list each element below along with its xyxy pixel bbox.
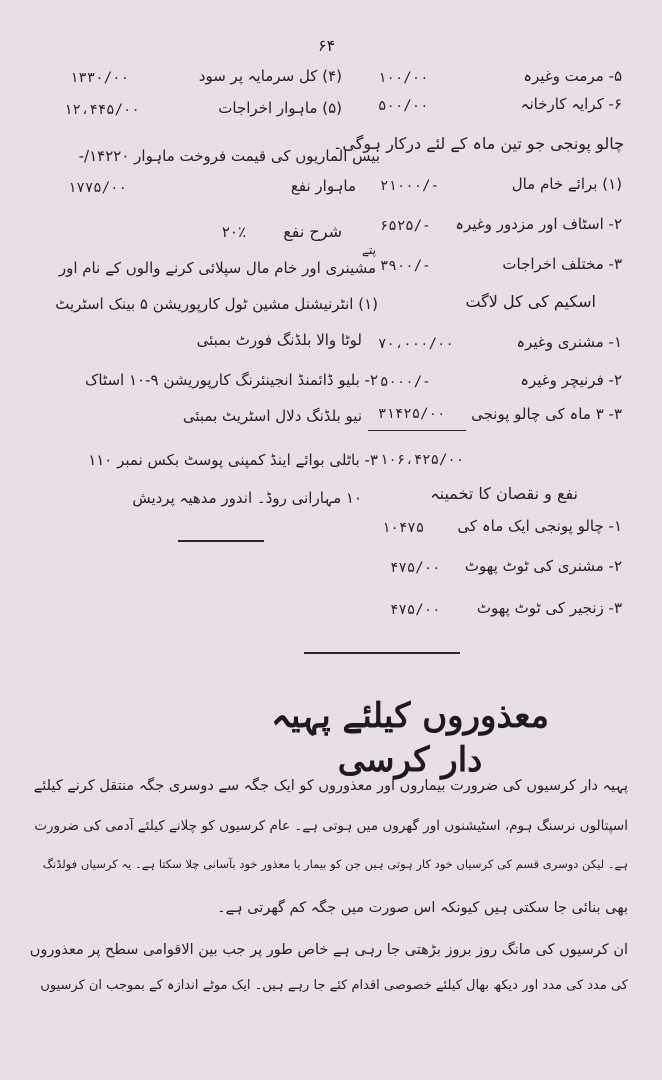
profit-loss-heading: نفع و نقصان کا تخمینہ [430, 484, 578, 503]
article-line: اسپتالوں نرسنگ ہوم، اسٹیشنوں اور گھروں میں ہوتی ہے۔ عام کرسیوں کو چلانے کیلئے آدمی کی ضرورت [34, 818, 628, 834]
right-item-value: ۴۷۵/۰۰ [390, 560, 441, 576]
right-item-value: ۱۰۴۷۵ [382, 520, 425, 536]
monthly-sales-line: بیس الماریوں کی قیمت فروخت ماہوار ۱۴۲۲۰/- [78, 147, 380, 165]
left-item-label: (۴) کل سرمایہ پر سود [198, 67, 342, 85]
working-capital-heading: چالو پونجی جو تین ماہ کے لئے درکار ہوگی۔ [333, 134, 624, 153]
left-item-value: ۱۲،۴۴۵/۰۰ [64, 102, 140, 118]
monthly-profit-label: ماہوار نفع [290, 177, 356, 195]
right-item-label: ۶- کرایہ کارخانہ [520, 95, 622, 113]
right-item-label: ۲- مشنری کی ٹوٹ پھوٹ [464, 557, 622, 575]
supplier-line: (۱) انٹرنیشنل مشین ٹول کارپوریشن ۵ بینک اسٹریٹ [55, 295, 378, 313]
supplier-line: ۱۰ مہارانی روڈ۔ اندور مدھیہ پردیش [132, 489, 362, 507]
right-item-value: ۳۱۴۲۵/۰۰ [378, 406, 446, 422]
right-item-label: ۱- مشنری وغیرہ [516, 333, 622, 351]
right-item-value: ۳۹۰۰/- [380, 258, 431, 274]
article-line: کی مدد کی مدد اور دیکھ بھال کیلئے خصوصی اقدام کئے جا رہے ہیں۔ ایک موٹے اندازہ کے بموجب ان کرسیوں [40, 978, 628, 993]
monthly-profit-value: ۱۷۷۵/۰۰ [68, 180, 128, 196]
total-cost-heading: اسکیم کی کل لاگت [465, 292, 596, 311]
suppliers-heading: مشینری اور خام مال سپلائی کرنے والوں کے نام اور [58, 259, 376, 277]
article-line: ہے۔ لیکن دوسری قسم کی کرسیاں خود کار ہوتی ہیں جن کو بیمار یا معذور خود بآسانی چلا سکتا ہے۔ یہ کرسیاں فولڈنگ [42, 857, 628, 871]
right-item-label: ۳- زنجیر کی ٹوٹ پھوٹ [476, 599, 622, 617]
right-item-value: ۶۵۲۵/- [380, 218, 431, 234]
sum-rule [368, 430, 466, 431]
section-divider [304, 652, 460, 654]
total-value: ۱۰۶،۴۲۵/۰۰ [380, 452, 465, 468]
article-line: ان کرسیوں کی مانگ روز بروز بڑھتی جا رہی ہے خاص طور پر جب بین الاقوامی سطح پر معذوروں [29, 942, 628, 958]
right-item-value: ۷۰،۰۰۰/۰۰ [378, 336, 454, 352]
right-item-label: ۱- چالو پونجی ایک ماہ کی [457, 517, 622, 535]
right-item-value: ۵۰۰۰/- [380, 374, 431, 390]
supplier-line: ۳- باٹلی بوائے اینڈ کمپنی پوسٹ بکس نمبر ۱۱۰ [88, 451, 378, 469]
suppliers-heading-cont: پتے [362, 243, 376, 257]
profit-rate-value: ۲۰٪ [221, 223, 246, 241]
right-item-label: ۳- ۳ ماہ کی چالو پونجی [471, 405, 622, 423]
right-item-value: ۵۰۰/۰۰ [378, 98, 429, 114]
right-item-label: ۲- اسٹاف اور مزدور وغیرہ [455, 215, 622, 233]
right-item-label: ۳- مختلف اخراجات [502, 255, 622, 273]
right-item-label: ۲- فرنیچر وغیرہ [520, 371, 622, 389]
supplier-line: لوٹا والا بلڈنگ فورٹ بمبئی [196, 331, 362, 349]
article-line: بھی بنائی جا سکتی ہیں کیونکہ اس صورت میں جگہ کم گھرتی ہے۔ [217, 900, 628, 916]
divider [178, 540, 264, 542]
right-item-value: ۲۱۰۰۰/- [380, 178, 440, 194]
right-item-value: ۴۷۵/۰۰ [390, 602, 441, 618]
right-item-value: ۱۰۰/۰۰ [378, 70, 429, 86]
left-item-value: ۱۳۳۰/۰۰ [70, 70, 130, 86]
page-number: ۶۴ [318, 36, 336, 55]
supplier-line: نیو بلڈنگ دلال اسٹریٹ بمبئی [182, 407, 362, 425]
left-item-label: (۵) ماہوار اخراجات [218, 99, 342, 117]
article-line: پہیہ دار کرسیوں کی ضرورت بیماروں اور معذوروں کو ایک جگہ سے دوسری جگہ منتقل کرنے کیلئے [33, 778, 628, 794]
profit-rate-label: شرح نفع [283, 222, 342, 241]
right-item-label: ۵- مرمت وغیرہ [523, 67, 622, 85]
right-item-label: (۱) برائے خام مال [511, 175, 622, 193]
supplier-line: ۲- بلیو ڈائمنڈ انجینئرنگ کارپوریشن ۹-۱۰ اسٹاک [84, 371, 378, 389]
article-title: معذوروں کیلئے پہیہ دار کرسی [271, 696, 549, 780]
